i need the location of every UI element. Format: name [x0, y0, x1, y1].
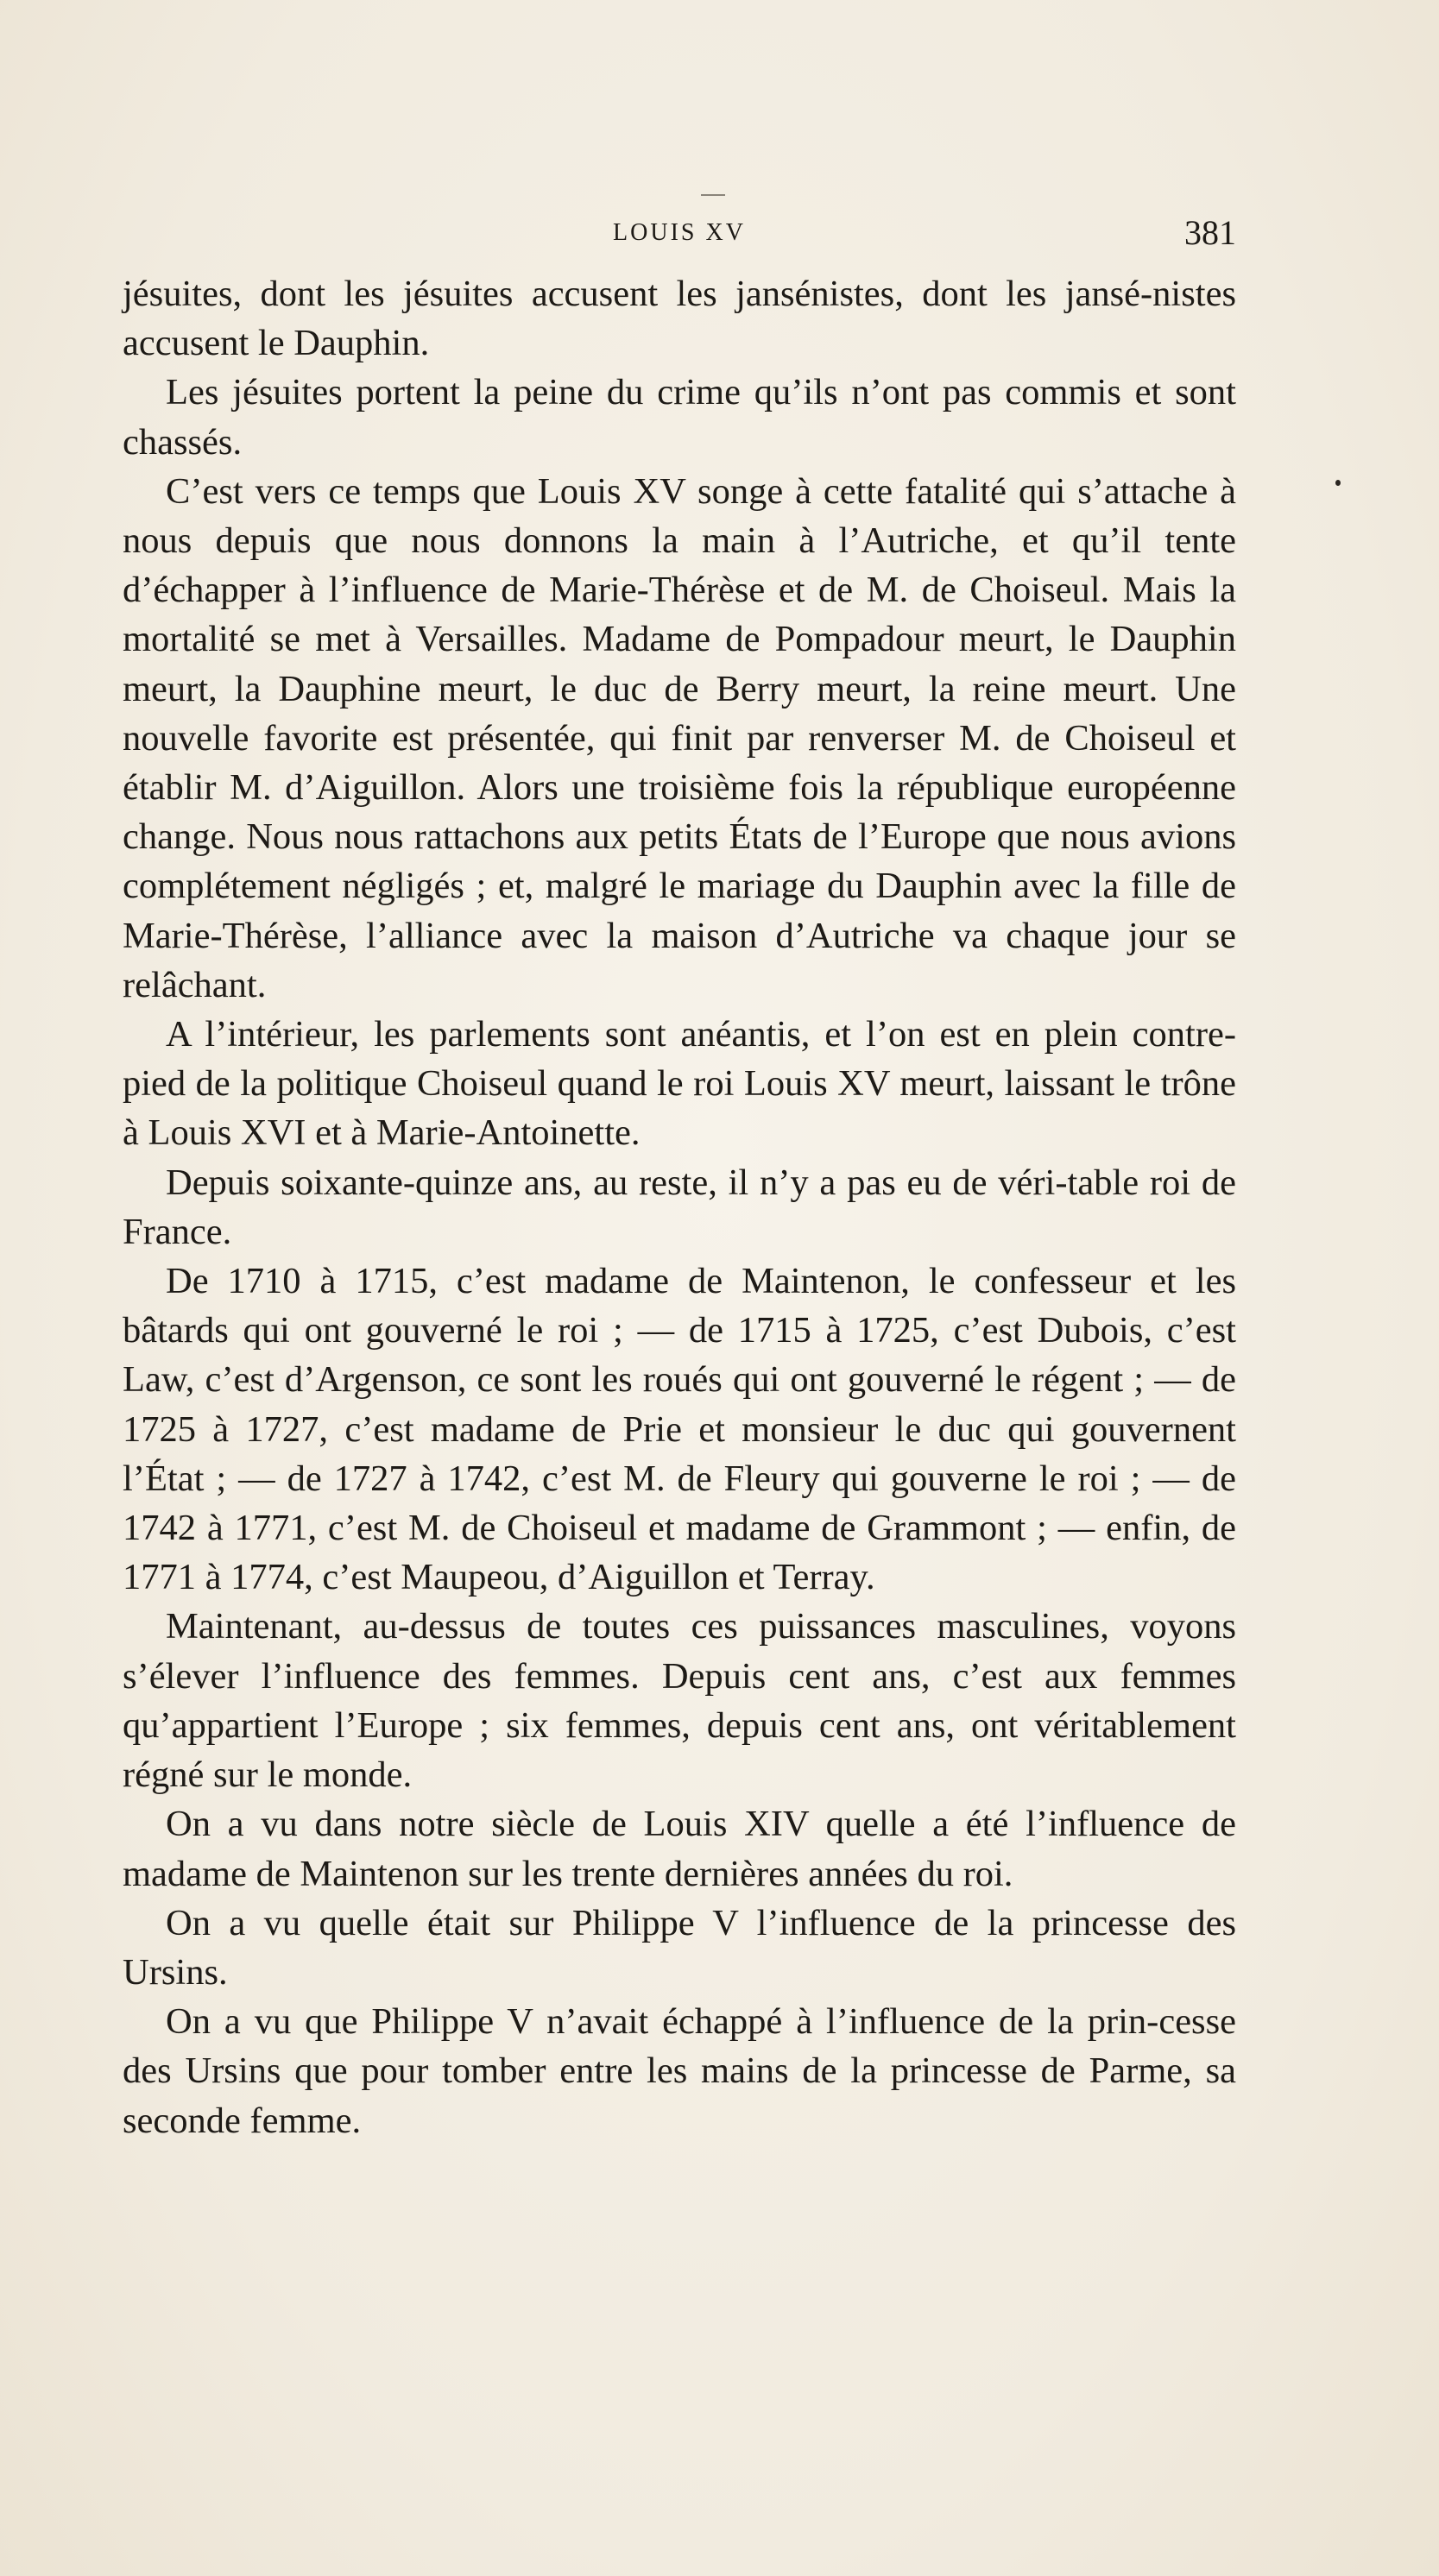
running-head	[123, 212, 1236, 255]
paragraph-2: Les jésuites portent la peine du crime qu’ils n’ont pas commis et sont chassés.	[123, 372, 1236, 463]
paragraph-7: Maintenant, au-dessus de toutes ces puissances masculines, voyons s’élever l’influence des femmes. Depuis cent ans, c’est aux femmes qu’appartient l’Europe ; six femmes, depuis cent ans, ont véritablement régné sur le monde.	[123, 1606, 1236, 1796]
top-dash-mark	[701, 194, 725, 196]
page-number: 381	[1184, 213, 1236, 252]
paragraph-3: C’est vers ce temps que Louis XV songe à cette fatalité qui s’attache à nous depuis que nous donnons la main à l’Autriche, et qu’il tente d’échapper à l’influence de Marie-Thérèse et de M. de Choiseul. Mais la mortalité se met à Versailles. Madame de Pompadour meurt, le Dauphin meurt, la Dauphine meurt, le duc de Berry meurt, la reine meurt. Une nouvelle favorite est présentée, qui finit par renverser M. de Choiseul et établir M. d’Aiguillon. Alors une troisième fois la république européenne change. Nous nous rattachons aux petits États de l’Europe que nous avions complétement négligés ; et, malgré le mariage du Dauphin avec la fille de Marie-Thérèse, l’alliance avec la maison d’Autriche va chaque jour se relâchant.	[123, 470, 1236, 1005]
ink-speck	[1335, 480, 1341, 486]
paragraph-6: De 1710 à 1715, c’est madame de Maintenon, le confesseur et les bâtards qui ont gouverné le roi ; — de 1715 à 1725, c’est Dubois, c’est Law, c’est d’Argenson, ce sont les roués qui ont gouverné le régent ; — de 1725 à 1727, c’est madame de Prie et monsieur le duc qui gouvernent l’État ; — de 1727 à 1742, c’est M. de Fleury qui gouverne le roi ; — de 1742 à 1771, c’est M. de Choiseul et madame de Grammont ; — enfin, de 1771 à 1774, c’est Maupeou, d’Aiguillon et Terray.	[123, 1261, 1236, 1598]
paragraph-5: Depuis soixante-quinze ans, au reste, il n’y a pas eu de véri-table roi de France.	[123, 1162, 1236, 1252]
paragraph-10: On a vu que Philippe V n’avait échappé à l’influence de la prin-cesse des Ursins que pour tomber entre les mains de la princesse de Parme, sa seconde femme.	[123, 2001, 1236, 2141]
paragraph-8: On a vu dans notre siècle de Louis XIV quelle a été l’influence de madame de Maintenon sur les trente dernières années du roi.	[123, 1804, 1236, 1894]
body-text	[123, 269, 1236, 2145]
paragraph-4: A l’intérieur, les parlements sont anéantis, et l’on est en plein contre-pied de la politique Choiseul quand le roi Louis XV meurt, laissant le trône à Louis XVI et à Marie-Antoinette.	[123, 1014, 1236, 1154]
running-title: LOUIS XV	[613, 219, 746, 246]
paragraph-1: jésuites, dont les jésuites accusent les jansénistes, dont les jansé-nistes accusent le Dauphin.	[123, 274, 1236, 364]
paragraph-9: On a vu quelle était sur Philippe V l’influence de la princesse des Ursins.	[123, 1902, 1236, 1993]
